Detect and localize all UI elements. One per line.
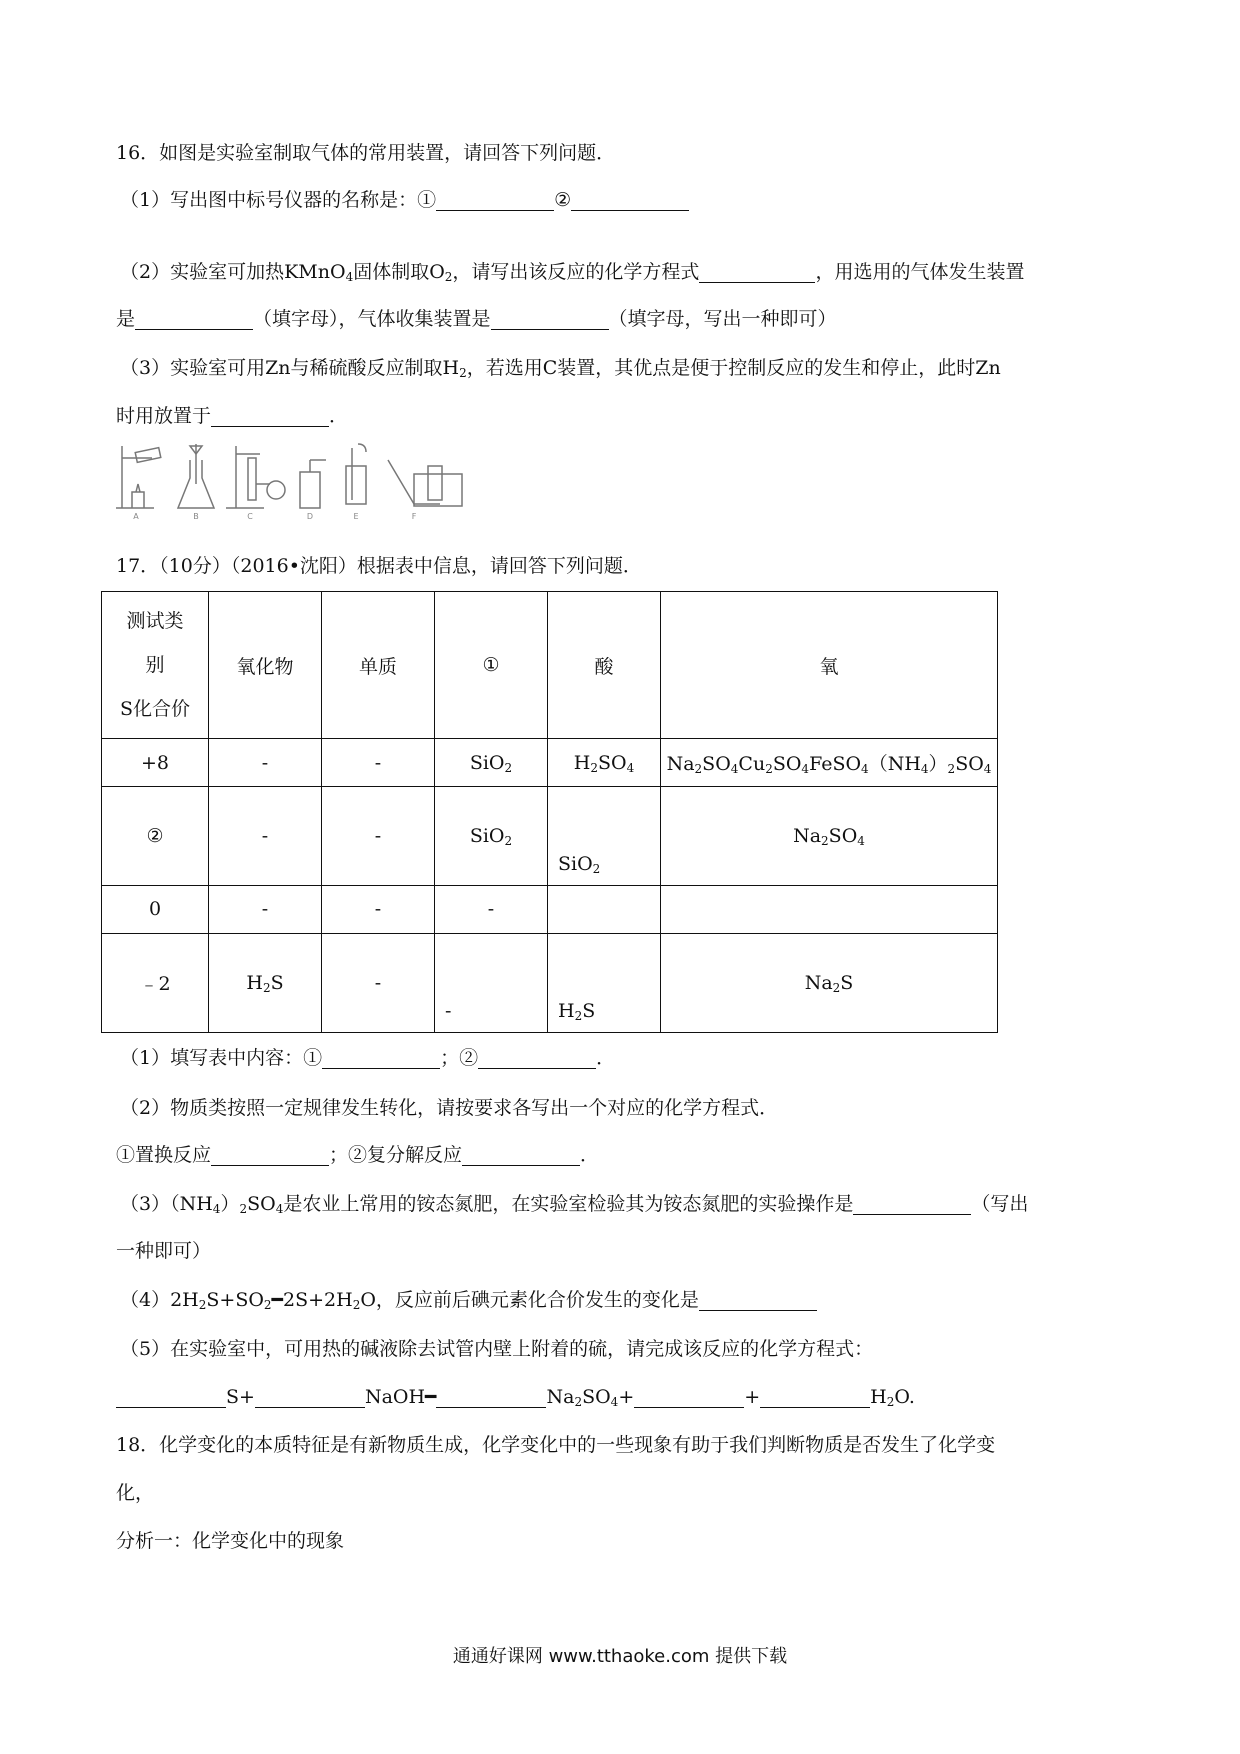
table-cell: $Na_2SO_4Cu_2SO_4FeSO_4(NH_4)_2SO_4$: [661, 739, 998, 787]
q18-line2: 化，: [116, 1482, 155, 1504]
q16-part3-line1: （3）实验室可用Zn与稀硫酸反应制取$H_2$，若选用C装置，其优点是便于控制反应的发生和停止，此时Zn: [120, 357, 1001, 380]
table-cell: -: [322, 739, 435, 787]
table-cell: -: [209, 885, 322, 933]
q16-part2-line2: 是 （填字母），气体收集装置是 （填字母，写出一种即可）: [116, 308, 837, 330]
figure-label: A: [133, 512, 139, 521]
table-cell: $H_2SO_4$: [548, 739, 661, 787]
table-cell: -: [322, 933, 435, 1032]
answer-blank[interactable]: [571, 190, 689, 211]
info-table: [101, 591, 998, 1033]
q16-part3-line2: 时用放置于 ．: [116, 405, 349, 427]
table-header-cell: 氧化物: [209, 592, 322, 739]
table-header-cell: 测试类 别 S化合价: [102, 592, 209, 739]
page-footer: 通通好课网 www.tthaoke.com 提供下载: [452, 1646, 788, 1667]
q17-part3-line1: $(3)(NH_4)_2SO_4$是农业上常用的铵态氮肥，在实验室检验其为铵态氮肥的实验操作是 （写出: [120, 1193, 1029, 1216]
answer-blank[interactable]: [478, 1048, 596, 1069]
answer-blank[interactable]: [699, 262, 815, 283]
table-header-cell: 单质: [322, 592, 435, 739]
table-row: [102, 592, 998, 739]
q18-line3: 分析一：化学变化中的现象: [116, 1530, 345, 1552]
figure-label: F: [411, 512, 417, 521]
figure-label: D: [306, 512, 314, 521]
answer-blank[interactable]: [436, 1387, 546, 1408]
answer-blank[interactable]: [699, 1290, 817, 1311]
answer-blank[interactable]: [491, 309, 609, 330]
table-cell: 0: [102, 885, 209, 933]
table-cell: -: [435, 885, 548, 933]
table-row: [102, 933, 998, 1032]
q17-stem: 17．（10分）（2016•沈阳）根据表中信息，请回答下列问题．: [116, 555, 642, 577]
figure-label: B: [193, 512, 199, 521]
q17-part5-equation: S+ NaOH━ $Na_2SO_4+ + H_2O$.: [116, 1384, 915, 1410]
table-cell: -: [209, 787, 322, 885]
answer-blank[interactable]: [116, 1387, 226, 1408]
table-cell: SiO$_2$: [435, 739, 548, 787]
table-cell: SiO$_2$: [548, 787, 661, 885]
table-row: [102, 787, 998, 885]
q17-part2-line1: （2）物质类按照一定规律发生转化，请按要求各写出一个对应的化学方程式．: [120, 1097, 779, 1119]
q17-part1: （1）填写表中内容：① ；② ．: [120, 1047, 616, 1069]
q16-stem: 16．如图是实验室制取气体的常用装置，请回答下列问题．: [116, 142, 616, 164]
q16-part1: （1）写出图中标号仪器的名称是：① ②: [120, 187, 689, 213]
lab-apparatus-figure: [114, 440, 474, 522]
q16-part2-line1: （2）实验室可加热KMnO$_4$固体制取$O_2$，请写出该反应的化学方程式 ，用选用的气体发生装置: [120, 261, 1025, 284]
answer-blank[interactable]: [135, 309, 253, 330]
q17-part3-line2: 一种即可）: [116, 1240, 212, 1262]
table-cell: +8: [102, 739, 209, 787]
table-header-cell: ①: [435, 592, 548, 739]
table-cell: [548, 885, 661, 933]
q18-line1: 18．化学变化的本质特征是有新物质生成，化学变化中的一些现象有助于我们判断物质是否发生了化学变: [116, 1434, 996, 1456]
answer-blank[interactable]: [760, 1387, 870, 1408]
q17-part4: $(4)2H_2S+SO_2━2S+2H_2O$，反应前后碘元素化合价发生的变化是: [120, 1287, 817, 1313]
answer-blank[interactable]: [255, 1387, 365, 1408]
answer-blank[interactable]: [322, 1048, 440, 1069]
table-cell: [661, 885, 998, 933]
table-cell: SiO$_2$: [435, 787, 548, 885]
answer-blank[interactable]: [853, 1194, 971, 1215]
table-cell: -: [209, 739, 322, 787]
table-cell: $H_2S$: [209, 933, 322, 1032]
table-header-cell: 氧: [661, 592, 998, 739]
table-cell: $H_2S$: [548, 933, 661, 1032]
table-cell: $Na_2S$: [661, 933, 998, 1032]
table-cell: -: [322, 885, 435, 933]
answer-blank[interactable]: [436, 190, 554, 211]
answer-blank[interactable]: [462, 1145, 580, 1166]
q17-part5-line1: （5）在实验室中，可用热的碱液除去试管内壁上附着的硫，请完成该反应的化学方程式：: [120, 1338, 874, 1360]
table-header-cell: 酸: [548, 592, 661, 739]
answer-blank[interactable]: [211, 406, 329, 427]
table-row: [102, 739, 998, 787]
table-row: [102, 885, 998, 933]
figure-label: E: [353, 512, 359, 521]
answer-blank[interactable]: [634, 1387, 744, 1408]
figure-label: C: [247, 512, 253, 521]
answer-blank[interactable]: [211, 1145, 329, 1166]
table-cell: -: [435, 933, 548, 1032]
table-cell: ②: [102, 787, 209, 885]
q17-part2-line2: ①置换反应 ；②复分解反应 ．: [116, 1144, 600, 1166]
table-cell: $Na_2SO_4$: [661, 787, 998, 885]
table-cell: ﹣2: [102, 933, 209, 1032]
table-cell: -: [322, 787, 435, 885]
